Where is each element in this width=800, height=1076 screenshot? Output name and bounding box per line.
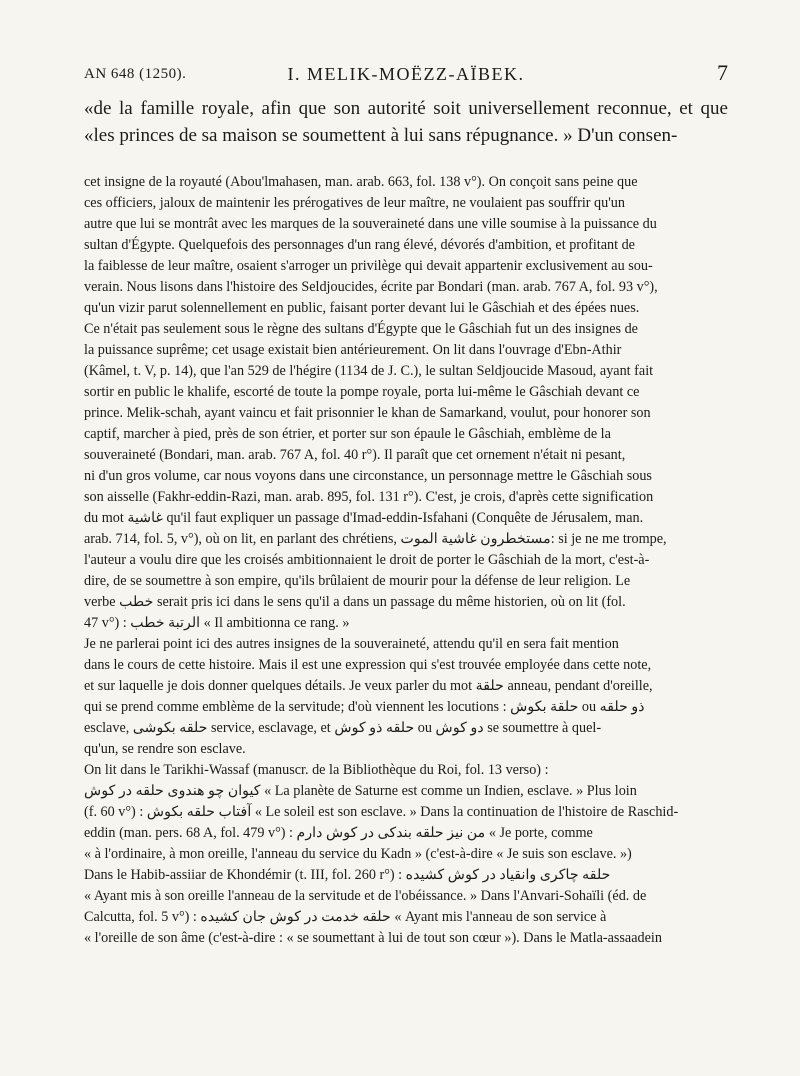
footnote-line: « l'oreille de son âme (c'est-à-dire : « se soumettant à lui de tout son cœur »). Dans le Matla-assaadein (84, 930, 662, 946)
footnote-line: (Kâmel, t. V, p. 14), que l'an 529 de l'hégire (1134 de J. C.), le sultan Seldjoucide Masoud, ayant fait (84, 363, 654, 379)
footnote-line: eddin (man. pers. 68 A, fol. 479 v°) : من نيز حلقه بندكى در كوش دارم « Je porte, comme (84, 825, 593, 841)
footnote-line: qui se prend comme emblème de la servitude; d'où viennent les locutions : حلقة بكوش ou ذو حلقه (84, 699, 645, 715)
footnote-line: sultan d'Égypte. Quelquefois des personnages d'un rang élevé, dévorés d'ambition, et profitant de (84, 237, 635, 253)
footnote-line: la faiblesse de leur maître, osaient s'arroger un privilège qui devait appartenir exclusivement au sou- (84, 258, 653, 274)
footnote-line: qu'un, se rendre son esclave. (84, 741, 246, 757)
footnote-line: verbe خطب serait pris ici dans le sens qu'il a dans un passage du même historien, où on lit (fol. (84, 594, 626, 610)
footnote-line: cet insigne de la royauté (Abou'lmahasen, man. arab. 663, fol. 138 v°). On conçoit sans peine que (84, 174, 638, 190)
running-header (84, 60, 728, 90)
footnote-line: esclave, حلقه بكوشى service, esclavage, et حلقه ذو كوش ou دو كوش se soumettre à quel- (84, 720, 602, 736)
footnote-line: et sur laquelle je dois donner quelques détails. Je veux parler du mot حلقة anneau, pendant d'oreille, (84, 678, 653, 694)
footnote-line: كيوان چو هندوى حلقه در كوش « La planète de Saturne est comme un Indien, esclave. » Plus loin (84, 783, 637, 799)
footnote-line: Je ne parlerai point ici des autres insignes de la souveraineté, attendu qu'il en sera fait mention (84, 636, 619, 652)
footnote-line: sortir en public le khalife, escorté de toute la pompe royale, porta lui-même le Gâschiah devant ce (84, 384, 640, 400)
footnote-line: « Ayant mis à son oreille l'anneau de la servitude et de l'obéissance. » Dans l'Anvari-Sohaïli (éd. de (84, 888, 647, 904)
footnote-line: verain. Nous lisons dans l'histoire des Seldjoucides, écrite par Bondari (man. arab. 767 A, fol. 93 v°), (84, 279, 658, 295)
footnote-line: autre que lui se montrât avec les marques de la souveraineté dans une ville soumise à la puissance du (84, 216, 657, 232)
footnote-line: (f. 60 v°) : آفتاب حلقه بكوش « Le soleil est son esclave. » Dans la continuation de l'histoire de Raschid- (84, 804, 679, 820)
footnote-line: ces officiers, jaloux de maintenir les prérogatives de leur maître, ne voulaient pas souffrir qu'un (84, 195, 625, 211)
footnote-line: arab. 714, fol. 5, v°), où on lit, en parlant des chrétiens, مستخطرون غاشية الموت: si je ne me trompe, (84, 531, 667, 547)
footnote-line: « à l'ordinaire, à mon oreille, l'anneau du service du Kadn » (c'est-à-dire « Je suis son esclave. ») (84, 846, 632, 862)
footnote-line: souveraineté (Bondari, man. arab. 767 A, fol. 40 r°). Il paraît que cet ornement n'était ni pesant, (84, 447, 626, 463)
footnote-line: dire, de se soumettre à son empire, qu'ils brûlaient de mourir pour la défense de leur religion. Le (84, 573, 631, 589)
footnote-block (84, 172, 728, 949)
footnote-line: qu'un vizir parut solennellement en public, faisant porter devant lui le Gâschiah et des épées nues. (84, 300, 640, 316)
footnote-line: la puissance suprême; cet usage existait bien antérieurement. On lit dans l'ouvrage d'Ebn-Athir (84, 342, 622, 358)
footnote-line: du mot غاشية qu'il faut expliquer un passage d'Imad-eddin-Isfahani (Conquête de Jérusalem, man. (84, 510, 644, 526)
main-text-block (84, 95, 728, 149)
footnote-line: Dans le Habib-assiiar de Khondémir (t. III, fol. 260 r°) : حلقه چاكرى وانقياد در كوش كشيده (84, 867, 611, 883)
footnote-line: l'auteur a voulu dire que les croisés ambitionnaient le droit de porter le Gâschiah de la mort, c'est-à- (84, 552, 650, 568)
footnote-line: captif, marcher à pied, près de son étrier, et porter sur son épaule le Gâschiah, emblème de la (84, 426, 611, 442)
header-year: AN 648 (1250). (84, 66, 187, 82)
footnote-line: Calcutta, fol. 5 v°) : حلقه خدمت در كوش جان كشيده « Ayant mis l'anneau de son service à (84, 909, 607, 925)
header-title: I. MELIK-MOËZZ-AÏBEK. (287, 64, 525, 84)
main-paragraph: «de la famille royale, afin que son autorité soit universellement reconnue, et que «les princes de sa maison se soumettent à lui sans répugnance. » D'un consen- (84, 98, 728, 146)
footnote-line: prince. Melik-schah, ayant vaincu et fait prisonnier le khan de Samarkand, voulut, pour honorer son (84, 405, 651, 421)
footnote-line: ni d'un gros volume, car nous voyons dans une circonstance, un personnage mettre le Gâschiah sous (84, 468, 652, 484)
footnote-line: son aisselle (Fakhr-eddin-Razi, man. arab. 895, fol. 131 r°). C'est, je crois, d'après cette signification (84, 489, 654, 505)
page-number: 7 (717, 60, 728, 85)
footnote-line: 47 v°) : الرتبة خطب « Il ambitionna ce rang. » (84, 615, 350, 631)
footnote-line: dans le cours de cette histoire. Mais il est une expression qui s'est trouvée employée dans cette note, (84, 657, 652, 673)
footnote-line: On lit dans le Tarikhi-Wassaf (manuscr. de la Bibliothèque du Roi, fol. 13 verso) : (84, 762, 549, 778)
footnote-line: Ce n'était pas seulement sous le règne des sultans d'Égypte que le Gâschiah fut un des insignes de (84, 321, 638, 337)
